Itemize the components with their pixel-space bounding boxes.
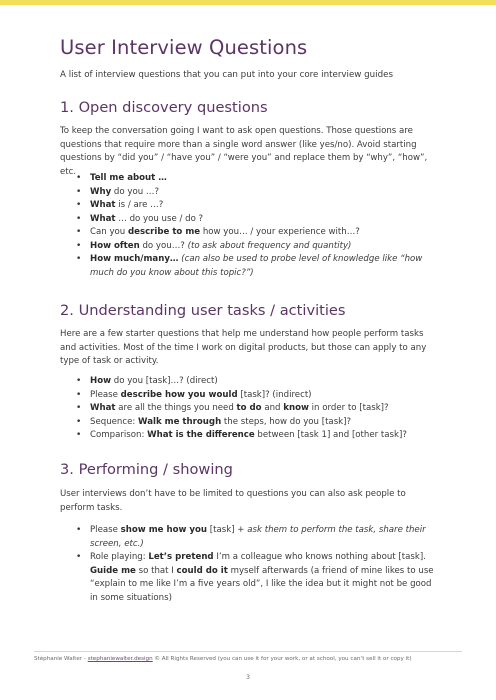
text-run: [task]? (indirect)	[237, 389, 312, 400]
italic-note: (to ask about frequency and quantity)	[187, 240, 352, 251]
text-run: I’m a colleague who knows nothing about [task].	[213, 552, 426, 562]
bold-text: could do it	[176, 565, 228, 576]
question-item	[76, 253, 436, 280]
text-run: do you [task]…? (direct)	[111, 376, 218, 386]
text-run: Please	[90, 389, 121, 400]
text-run: is / are …?	[115, 200, 164, 210]
text-run: … do you use / do ?	[115, 213, 204, 224]
bold-text: How often	[90, 240, 140, 251]
section-heading-open-discovery: 1. Open discovery questions	[60, 99, 268, 116]
bold-text: How much/many…	[90, 254, 179, 264]
bold-text: Walk me through	[138, 416, 222, 427]
text-run: are all the things you need	[115, 403, 237, 413]
bold-text: Guide me	[90, 565, 136, 576]
text-run: how you… / your experience with…?	[200, 227, 360, 237]
text-run: do you…?	[139, 240, 188, 251]
bold-text: Why	[90, 186, 112, 197]
page-title: User Interview Questions	[60, 36, 308, 59]
question-item	[76, 416, 436, 430]
question-item	[76, 524, 436, 551]
text-run: Please	[90, 525, 121, 535]
text-run: the steps, how do you [task]?	[221, 416, 352, 427]
section-intro-performing: User interviews don’t have to be limited to questions you can also ask people to perform tasks.	[60, 489, 406, 513]
footer	[34, 656, 474, 662]
bold-text: What	[90, 403, 116, 413]
text-run: between [task 1] and [other task]?	[254, 430, 407, 440]
text-run: in order to [task]?	[308, 403, 389, 413]
text-run: myself afterwards (a friend of mine likes to use “explain to me like I’m a five years old”, I like the idea but it might not be good in some situations)	[90, 565, 434, 603]
question-list-performing	[76, 524, 436, 605]
footer-divider	[34, 651, 462, 652]
question-item	[76, 199, 436, 213]
text-run: so that I	[135, 565, 177, 576]
bold-text: What is the difference	[147, 430, 255, 440]
bold-text: How	[90, 376, 112, 386]
bold-text: describe how you would	[120, 389, 238, 400]
text-run: Comparison:	[90, 430, 148, 440]
page-number: 3	[246, 674, 250, 681]
text-run: [task] +	[207, 525, 248, 535]
question-item	[76, 186, 436, 200]
text-run: do you …?	[111, 186, 160, 197]
footer-author: Stéphanie Walter	[34, 656, 83, 662]
section-intro-open-discovery: To keep the conversation going I want to ask open questions. Those questions are questions that require more than a single word answer (like yes/no). Avoid starting questions by “did you” / “have you” / “were you” and replace them by “why”, “how”, etc.	[60, 126, 428, 177]
question-item	[76, 213, 436, 227]
section-heading-performing: 3. Performing / showing	[60, 461, 233, 478]
bold-text: Let’s pretend	[148, 552, 214, 562]
question-item	[76, 226, 436, 240]
text-run: Role playing:	[90, 552, 149, 562]
question-item	[76, 172, 436, 186]
question-list-open-discovery	[76, 172, 436, 280]
bold-text: describe to me	[127, 227, 201, 237]
bold-text: What	[90, 213, 116, 224]
bold-text: know	[283, 403, 309, 413]
question-list-user-tasks	[76, 375, 436, 443]
question-item	[76, 240, 436, 254]
footer-rights: © All Rights Reserved (you can use it for your work, or at school, you can’t sell it or copy it)	[152, 656, 412, 662]
italic-note: ask them to perform the task, share their screen, etc.)	[90, 525, 426, 549]
section-intro-user-tasks: Here are a few starter questions that help me understand how people perform tasks and activities. Most of the time I work on digital products, but those can apply to any type of task or activity.	[60, 329, 427, 367]
question-item	[76, 402, 436, 416]
question-item	[76, 375, 436, 389]
text-run: and	[261, 403, 284, 413]
bold-text: What	[90, 200, 116, 210]
bold-text: show me how you	[120, 525, 208, 535]
text-run: Can you	[90, 227, 128, 237]
text-run: Sequence:	[90, 416, 139, 427]
italic-note: (can also be used to probe level of knowledge like “how much do you know about this topic?”)	[90, 254, 423, 278]
section-heading-user-tasks: 2. Understanding user tasks / activities	[60, 302, 346, 319]
footer-link[interactable]: stephaniewalter.design	[87, 656, 153, 662]
bold-text: Tell me about …	[90, 173, 167, 183]
bold-text: to do	[236, 403, 262, 413]
question-item	[76, 551, 436, 605]
footer-separator: -	[82, 656, 88, 662]
question-item	[76, 389, 436, 403]
page-subtitle: A list of interview questions that you can put into your core interview guides	[60, 70, 393, 80]
question-item	[76, 429, 436, 443]
